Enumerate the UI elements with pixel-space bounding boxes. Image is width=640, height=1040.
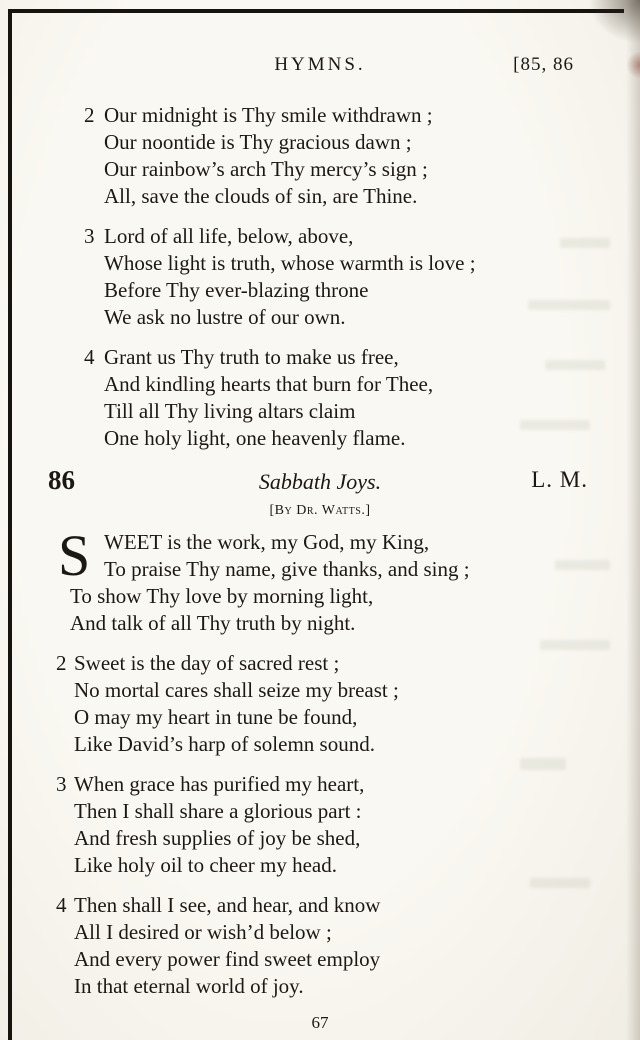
verse-number: 2 [56, 651, 67, 675]
running-title: HYMNS. [274, 54, 366, 75]
verse-line [0, 650, 640, 677]
verse-line: Whose light is truth, whose warmth is love ; [104, 251, 476, 275]
verse-line: We ask no lustre of our own. [104, 305, 346, 329]
hymn-title: Sabbath Joys. [258, 469, 382, 494]
bleed-through-mark [530, 878, 590, 888]
hymn-86-verse-2 [0, 650, 640, 758]
verse-line: One holy light, one heavenly flame. [104, 426, 406, 450]
page-border-top [8, 9, 624, 13]
verse-line: Like David’s harp of solemn sound. [74, 732, 375, 756]
bleed-through-mark [520, 420, 590, 430]
verse-line-text: Grant us Thy truth to make us free, [104, 345, 399, 369]
hymn-85-continuation [0, 102, 640, 452]
bleed-through-mark [560, 238, 610, 248]
page-number: 67 [311, 1013, 329, 1032]
verse-number: 4 [56, 893, 67, 917]
verse-line: O may my heart in tune be found, [74, 705, 358, 729]
hymn-86-stanza-1 [0, 523, 640, 637]
verse-line: Before Thy ever-blazing throne [104, 278, 369, 302]
hymn-85-verse-2 [0, 102, 640, 210]
bleed-through-mark [528, 300, 610, 310]
hymn-attribution: [By Dr. Watts.] [269, 503, 371, 518]
verse-line: All I desired or wish’d below ; [74, 920, 332, 944]
verse-number: 4 [84, 345, 95, 369]
verse-line [0, 771, 640, 798]
verse-line-text: Our midnight is Thy smile withdrawn ; [104, 103, 433, 127]
verse-line: In that eternal world of joy. [74, 974, 304, 998]
verse-line: Our rainbow’s arch Thy mercy’s sign ; [104, 157, 428, 181]
verse-line [0, 892, 640, 919]
verse-line [0, 102, 640, 129]
hymn-86-heading [0, 465, 640, 501]
verse-line: And kindling hearts that burn for Thee, [104, 372, 434, 396]
bleed-through-mark [545, 360, 605, 370]
verse-line: Till all Thy living altars claim [104, 399, 356, 423]
running-head [0, 54, 640, 78]
verse-line: To praise Thy name, give thanks, and sing ; [104, 557, 470, 581]
hymn-meter: L. M. [531, 467, 588, 492]
verse-line-text: Sweet is the day of sacred rest ; [74, 651, 340, 675]
verse-line: Our noontide is Thy gracious dawn ; [104, 130, 412, 154]
verse-line: WEET is the work, my God, my King, [104, 530, 430, 554]
verse-line [0, 344, 640, 371]
verse-line: No mortal cares shall seize my breast ; [74, 678, 399, 702]
page-border-left [8, 9, 12, 1040]
drop-cap: S [58, 523, 91, 588]
verse-line-text: Lord of all life, below, above, [104, 224, 354, 248]
hymn-range-ref: [85, 86 [513, 54, 574, 75]
verse-number: 2 [84, 103, 95, 127]
page-edge-shadow [626, 0, 640, 1040]
hymn-86-verse-3 [0, 771, 640, 879]
corner-smudge [588, 0, 640, 44]
hymn-85-verse-3 [0, 223, 640, 331]
hymn-86 [0, 465, 640, 1000]
verse-line: And every power find sweet employ [74, 947, 381, 971]
verse-number: 3 [84, 224, 95, 248]
verse-line-text: When grace has purified my heart, [74, 772, 365, 796]
bleed-through-mark [555, 560, 610, 570]
verse-line: To show Thy love by morning light, [70, 584, 374, 608]
hymn-86-verse-4 [0, 892, 640, 1000]
verse-line-text: Then shall I see, and hear, and know [74, 893, 381, 917]
verse-line: Like holy oil to cheer my head. [74, 853, 338, 877]
verse-line: And fresh supplies of joy be shed, [74, 826, 361, 850]
verse-line [0, 223, 640, 250]
verse-line: And talk of all Thy truth by night. [70, 611, 356, 635]
hymn-85-verse-4 [0, 344, 640, 452]
verse-number: 3 [56, 772, 67, 796]
verse-line: Then I shall share a glorious part : [74, 799, 362, 823]
bleed-through-mark [520, 758, 566, 770]
hymn-number: 86 [48, 465, 75, 495]
bleed-through-mark [540, 640, 610, 650]
verse-line: All, save the clouds of sin, are Thine. [104, 184, 418, 208]
